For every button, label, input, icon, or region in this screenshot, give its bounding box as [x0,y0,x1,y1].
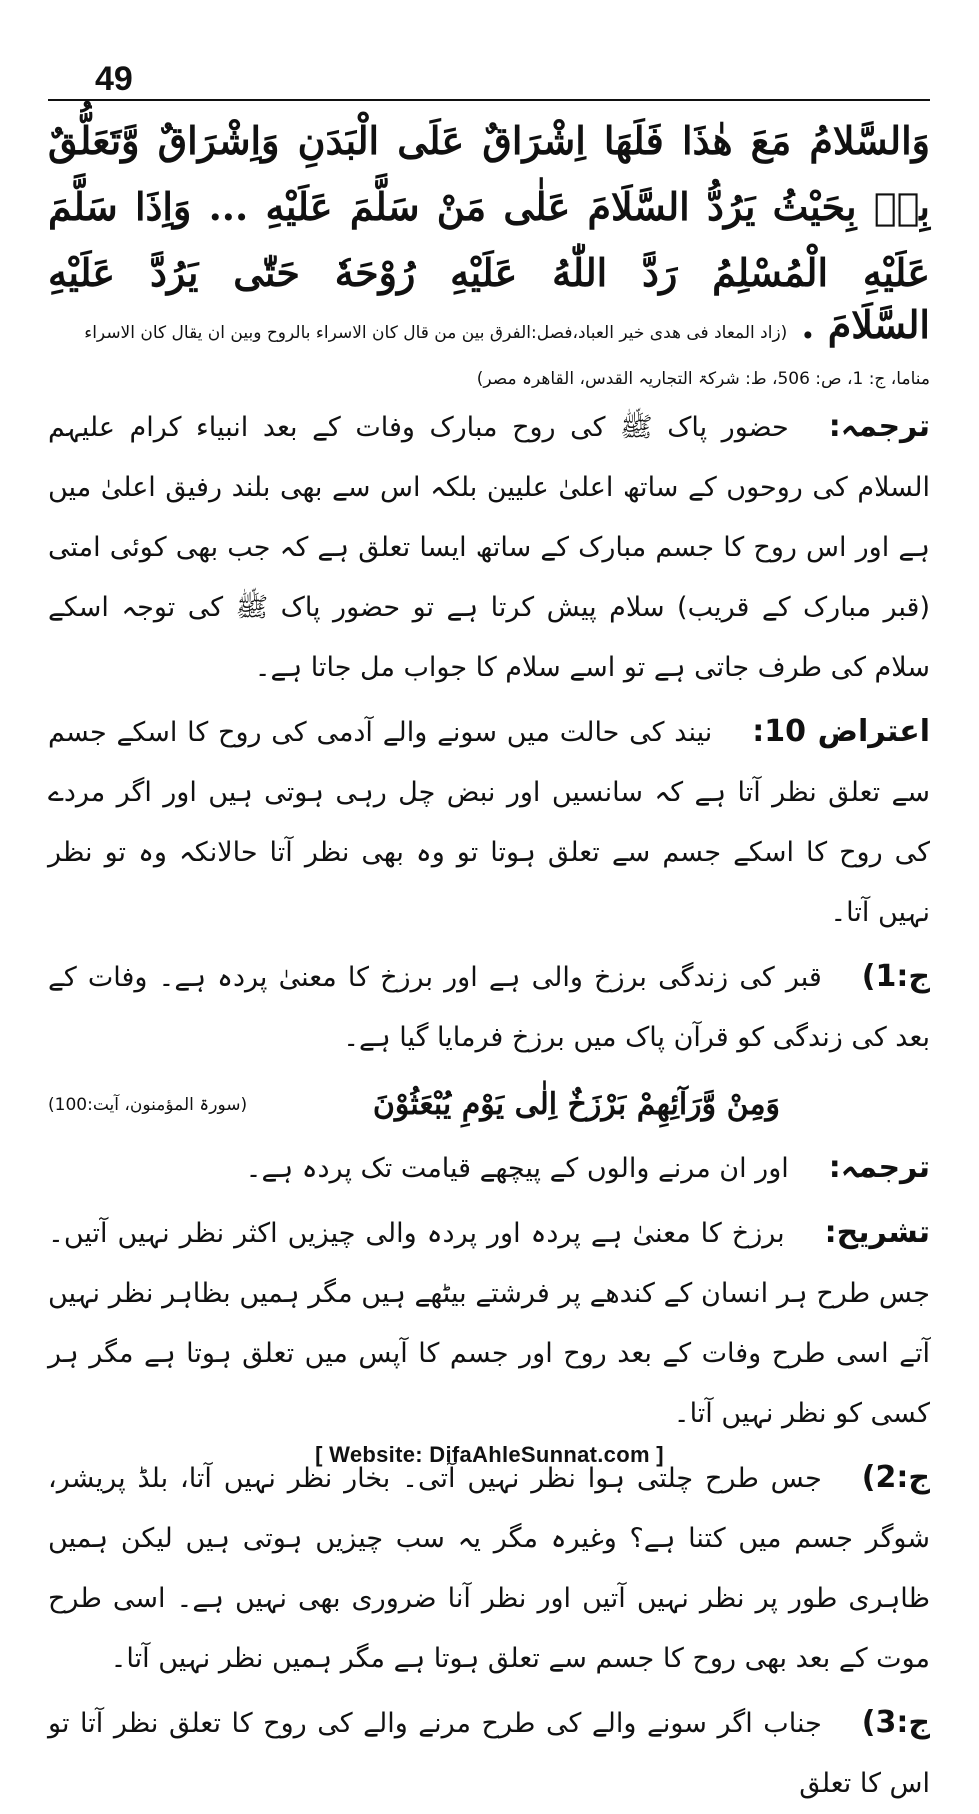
page-body [48,108,930,1814]
arabic-quote: وَالسَّلامُ مَعَ هٰذَا فَلَهَا اِشْرَاقٌ عَلَى الْبَدَنِ وَاِشْرَاقٌ وَّتَعَلُّقٌ بِهٖ بِحَيْثُ يَرُدُّ السَّلَامَ عَلٰى مَنْ سَلَّمَ عَلَيْهِ ... وَاِذَا سَلَّمَ عَلَيْهِ الْمُسْلِمُ رَدَّ اللّٰهُ عَلَيْهِ رُوْحَهٗ حَتّٰى يَرُدَّ عَلَيْهِ [48,118,930,295]
paragraph-label: ج:1) [861,959,930,994]
paragraph-label: ترجمہ: [828,1150,930,1185]
paragraph-label: تشریح: [824,1215,930,1250]
paragraph-label: ج:3) [861,1705,930,1740]
paragraph-objection [48,702,930,943]
paragraph-text: برزخ کا معنیٰ ہے پردہ اور پردہ والی چیزیں اکثر نظر نہیں آتیں۔ جس طرح ہر انسان کے کندھے پر فرشتے بیٹھے ہیں مگر ہمیں بظاہر نظر نہیں آتے اسی طرح وفات کے بعد روح اور جسم کا آپس میں تعلق ہوتا ہے مگر ہر کسی کو نظر نہیں آتا۔ [48,1218,930,1429]
paragraph-answer-2 [48,1448,930,1689]
paragraph-answer-1 [48,947,930,1068]
paragraph-text: نیند کی حالت میں سونے والے آدمی کی روح کا اسکے جسم سے تعلق نظر آتا ہے کہ سانسیں اور نبض چل رہی ہوتی ہیں اور اگر مردے کی روح کا اسکے جسم سے تعلق ہوتا تو وہ بھی نظر آتا حالانکہ وہ تو نظر نہیں آتا۔ [48,717,930,928]
paragraph-label: ترجمہ: [828,409,930,444]
paragraph-text: اور ان مرنے والوں کے پیچھے قیامت تک پردہ ہے۔ [245,1153,789,1184]
paragraph-translation [48,397,930,698]
arabic-quote-reference: (زاد المعاد فی ھدی خیر العباد،فصل:الفرق بین من قال کان الاسراء بالروح وبین ان یقال کان الاسراء [84,323,788,343]
quran-verse: وَمِنْ وَّرَآئِهِمْ بَرْزَخٌ اِلٰى يَوْمِ يُبْعَثُوْنَ [372,1086,780,1122]
paragraph-text: جس طرح چلتی ہوا نظر نہیں آتی۔ بخار نظر نہیں آتا، بلڈ پریشر، شوگر جسم میں کتنا ہے؟ وغیرہ مگر یہ سب چیزیں ہوتی ہیں لیکن ہمیں ظاہری طور پر نظر نہیں آتیں اور نظر آنا ضروری بھی نہیں ہے۔ اسی طرح موت کے بعد بھی روح کا جسم سے تعلق ہوتا ہے مگر ہمیں نظر نہیں آتا۔ [48,1463,930,1674]
paragraph-label: ج:2) [861,1460,930,1495]
arabic-quote-tail: السَّلَامَ . [801,302,930,347]
arabic-quote-tail-line [48,302,930,347]
paragraph-text: قبر کی زندگی برزخ والی ہے اور برزخ کا معنیٰ پردہ ہے۔ وفات کے بعد کی زندگی کو قرآن پاک میں برزخ فرمایا گیا ہے۔ [48,962,930,1053]
paragraph-answer-3 [48,1693,930,1814]
page-number: 49 [95,60,133,98]
header-rule [48,99,930,101]
arabic-quote-reference-cont: مناما، ج: 1، ص: 506، ط: شرکۃ التجاریہ القدس، القاھرہ مصر) [476,369,930,389]
website-footer: [ Website: DifaAhleSunnat.com ] [315,1442,664,1467]
paragraph-label: اعتراض 10: [752,714,930,749]
paragraph-verse-translation [48,1138,930,1199]
paragraph-explanation [48,1203,930,1444]
paragraph-text: جناب اگر سونے والے کی طرح مرنے والے کی روح کا تعلق نظر آتا تو اس کا تعلق [48,1708,930,1799]
quran-verse-reference: (سورۃ المؤمنون، آیت:100) [48,1094,248,1115]
quran-verse-row [48,1074,930,1134]
paragraph-text: حضور پاک ﷺ کی روح مبارک وفات کے بعد انبیاء کرام علیہم السلام کی روحوں کے ساتھ اعلیٰ علیین بلکہ اس سے بھی بلند رفیق اعلیٰ میں ہے اور اس روح کا جسم مبارک کے ساتھ ایسا تعلق ہے کہ جب بھی کوئی امتی (قبر مبارک کے قریب) سلام پیش کرتا ہے تو حضور پاک ﷺ کی توجہ اسکے سلام کی طرف جاتی ہے تو اسے سلام کا جواب مل جاتا ہے۔ [48,412,930,683]
